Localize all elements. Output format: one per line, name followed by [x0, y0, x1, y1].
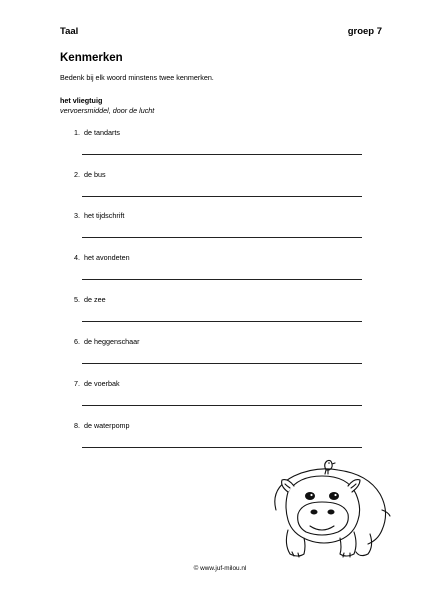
exercise-item-1 — [68, 128, 368, 158]
item-word: de zee — [84, 295, 106, 304]
exercise-item-2 — [68, 170, 368, 200]
item-word: de tandarts — [84, 128, 120, 137]
example-answer: vervoersmiddel, door de lucht — [60, 106, 155, 115]
item-word: het tijdschrift — [84, 211, 125, 220]
example-word: het vliegtuig — [60, 96, 103, 105]
instruction-text: Bedenk bij elk woord minstens twee kenmerken. — [60, 73, 214, 82]
item-number: 2. — [74, 170, 80, 179]
item-number: 5. — [74, 295, 80, 304]
exercise-item-4 — [68, 253, 368, 283]
answer-line[interactable] — [82, 405, 362, 406]
answer-line[interactable] — [82, 154, 362, 155]
answer-line[interactable] — [82, 196, 362, 197]
grade-label: groep 7 — [347, 26, 382, 37]
subject-label: Taal — [60, 26, 79, 37]
hippo-illustration-icon — [258, 452, 394, 568]
exercise-item-3 — [68, 211, 368, 241]
item-word: de waterpomp — [84, 421, 130, 430]
item-word: de voerbak — [84, 379, 120, 388]
answer-line[interactable] — [82, 237, 362, 238]
answer-line[interactable] — [82, 363, 362, 364]
item-word: de bus — [84, 170, 106, 179]
item-word: het avondeten — [84, 253, 130, 262]
item-number: 7. — [74, 379, 80, 388]
exercise-item-7 — [68, 379, 368, 409]
copyright-footer: © www.juf-milou.nl — [193, 565, 247, 572]
exercise-item-6 — [68, 337, 368, 367]
page-title: Kenmerken — [60, 52, 123, 64]
item-number: 3. — [74, 211, 80, 220]
item-number: 1. — [74, 128, 80, 137]
item-number: 6. — [74, 337, 80, 346]
exercise-item-5 — [68, 295, 368, 325]
answer-line[interactable] — [82, 321, 362, 322]
item-number: 8. — [74, 421, 80, 430]
item-number: 4. — [74, 253, 80, 262]
answer-line[interactable] — [82, 279, 362, 280]
item-word: de heggenschaar — [84, 337, 140, 346]
answer-line[interactable] — [82, 447, 362, 448]
exercise-item-8 — [68, 421, 368, 451]
